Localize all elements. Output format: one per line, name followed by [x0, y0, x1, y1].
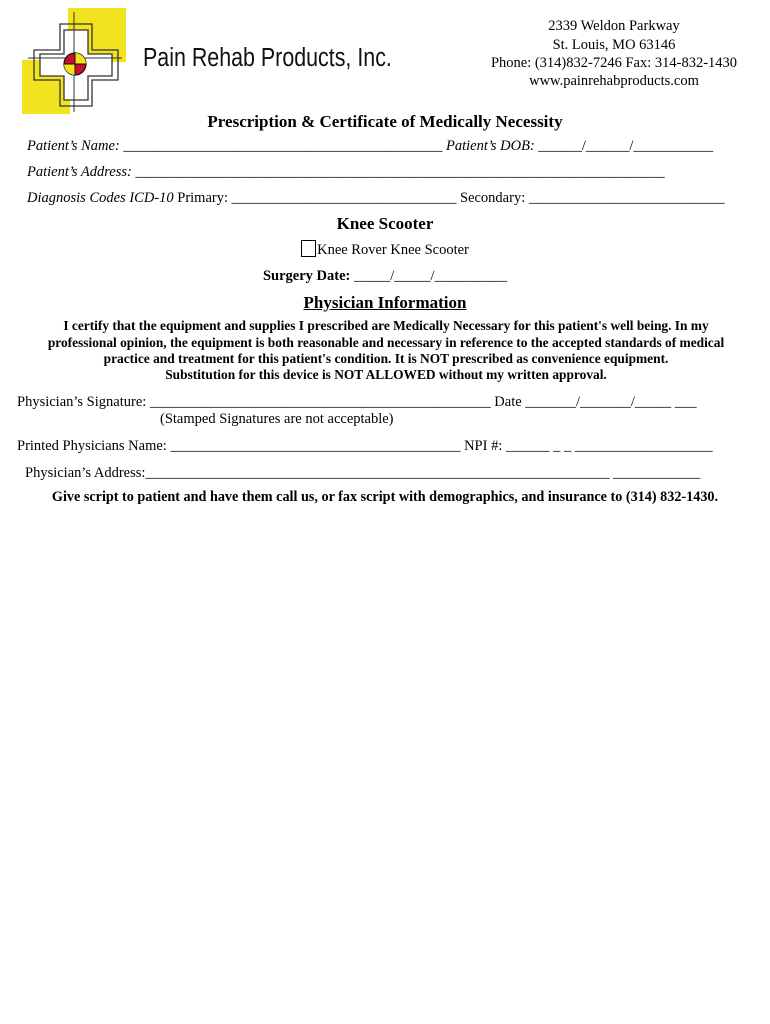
- certification-text: I certify that the equipment and supplies I prescribed are Medically Necessary for this patient's well being. In my professional opinion, the equipment is both reasonable and necessary in reference to the accepted standards of medical practice and treatment for this patient's condition. It is NOT prescribed as convenience equipment.: [47, 318, 725, 366]
- surgery-date-row: [0, 268, 770, 285]
- substitution-text: Substitution for this device is NOT ALLOWED without my written approval.: [165, 367, 607, 382]
- stamp-note: (Stamped Signatures are not acceptable): [160, 411, 394, 427]
- patient-name-field[interactable]: ____________________________________________: [123, 138, 443, 154]
- signature-field[interactable]: _______________________________________________: [149, 394, 491, 410]
- patient-dob-field[interactable]: ______/______/___________: [538, 138, 714, 154]
- primary-code-field[interactable]: _______________________________: [231, 190, 457, 206]
- printed-name-field[interactable]: ________________________________________: [170, 438, 461, 454]
- printed-name-row: [17, 438, 713, 455]
- medical-cross-logo: [22, 8, 128, 114]
- diagnosis-row: [27, 190, 725, 207]
- signature-row: [17, 394, 696, 411]
- website: www.painrehabproducts.com: [529, 73, 699, 89]
- physician-address-row: [25, 465, 700, 482]
- company-name: Pain Rehab Products, Inc.: [143, 44, 392, 72]
- knee-scooter-checkbox[interactable]: [301, 240, 316, 257]
- diagnosis-label: Diagnosis Codes ICD-10: [27, 190, 174, 206]
- physician-address-label: Physician’s Address:: [25, 465, 146, 481]
- physician-heading: Physician Information: [303, 293, 467, 312]
- form-title: Prescription & Certificate of Medically Necessity: [207, 112, 563, 131]
- surgery-date-field[interactable]: _____/_____/__________: [353, 268, 508, 284]
- date-field[interactable]: _______/_______/_____ ___: [525, 394, 697, 410]
- phone-fax: Phone: (314)832-7246 Fax: 314-832-1430: [490, 55, 738, 71]
- patient-address-row: [27, 164, 665, 181]
- product-option: [0, 240, 770, 259]
- date-label: Date: [494, 394, 522, 410]
- printed-name-label: Printed Physicians Name:: [17, 438, 167, 454]
- address-line2: St. Louis, MO 63146: [552, 37, 676, 53]
- primary-label: Primary:: [177, 190, 228, 206]
- instructions-text: Give script to patient and have them call us, or fax script with demographics, and insurance to (314) 832-1430.: [51, 489, 719, 505]
- patient-address-field[interactable]: _________________________________________________________________________: [135, 164, 665, 180]
- address-line1: 2339 Weldon Parkway: [548, 18, 680, 34]
- product-option-label: Knee Rover Knee Scooter: [317, 242, 469, 258]
- npi-label: NPI #:: [464, 438, 503, 454]
- secondary-label: Secondary:: [460, 190, 526, 206]
- patient-name-label: Patient’s Name:: [27, 138, 120, 154]
- surgery-date-label: Surgery Date:: [262, 268, 351, 284]
- secondary-code-field[interactable]: ___________________________: [528, 190, 725, 206]
- physician-address-field[interactable]: ________________________________________________________________ ____________: [145, 465, 701, 481]
- product-heading: Knee Scooter: [336, 214, 434, 233]
- npi-field[interactable]: ______ _ _ ___________________: [505, 438, 713, 454]
- patient-dob-label: Patient’s DOB:: [446, 138, 535, 154]
- signature-label: Physician’s Signature:: [17, 394, 147, 410]
- patient-name-row: [27, 138, 713, 155]
- patient-address-label: Patient’s Address:: [27, 164, 132, 180]
